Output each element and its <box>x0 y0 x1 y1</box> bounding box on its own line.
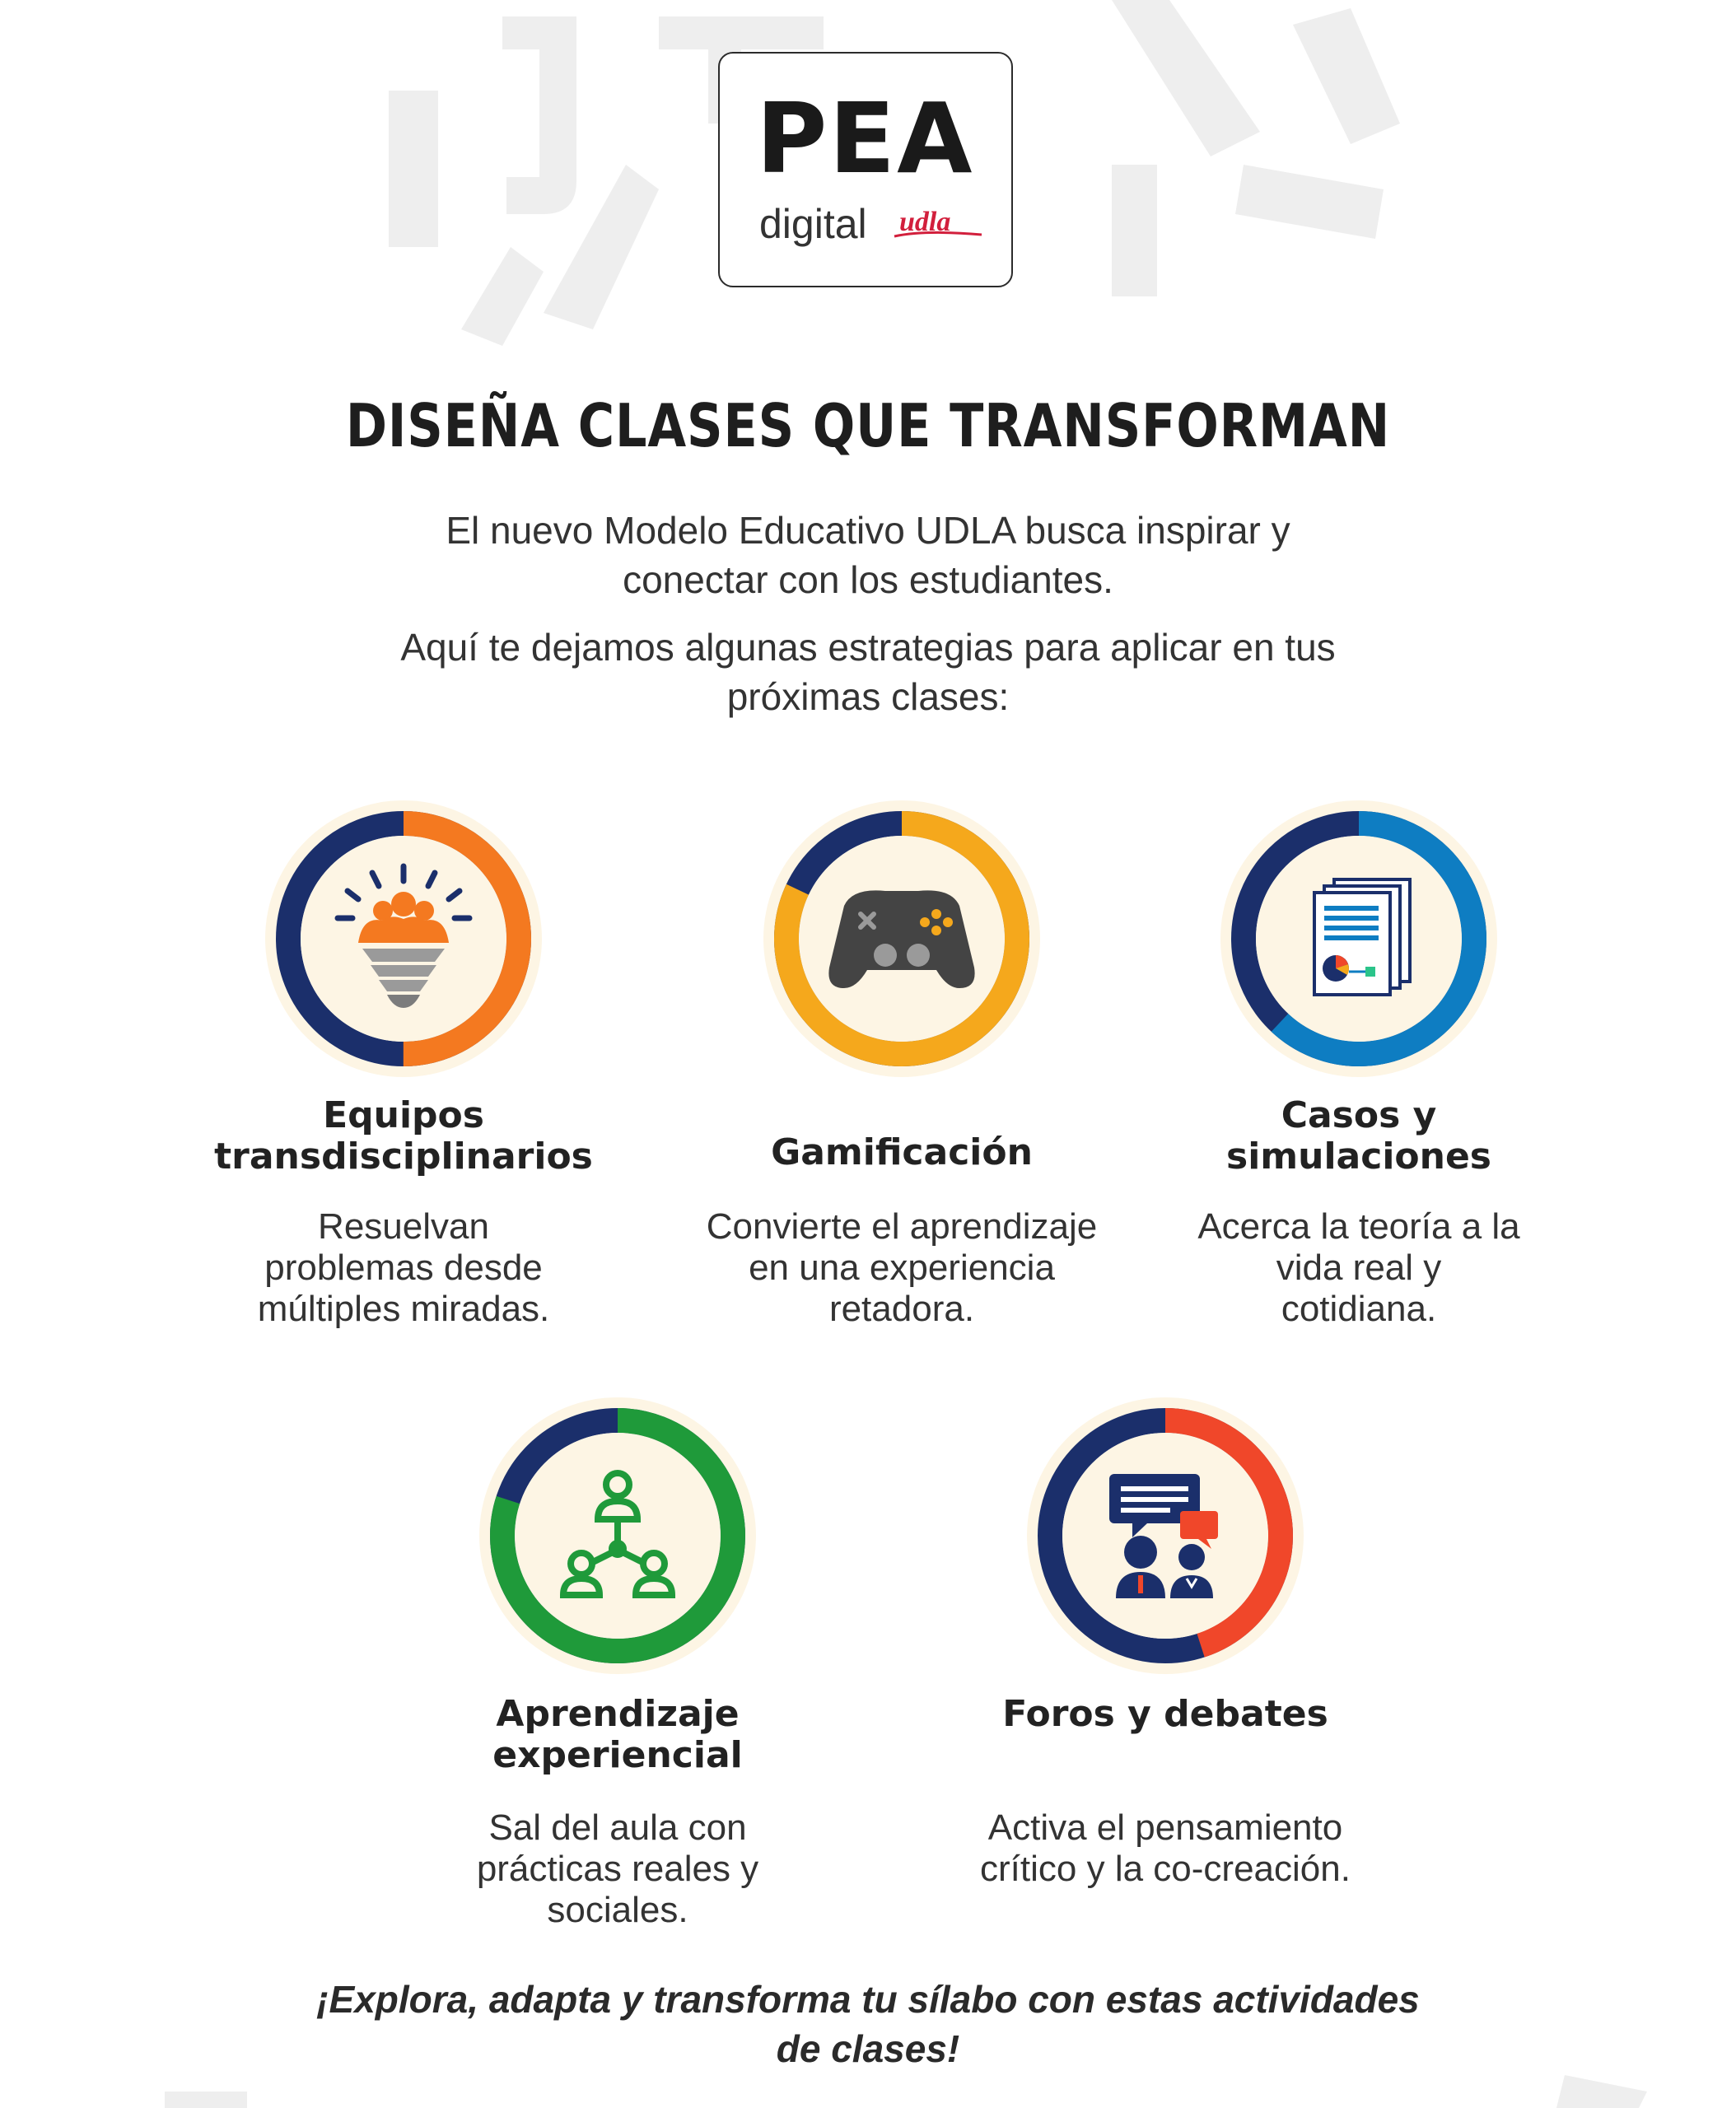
strategy-description: Acerca la teoría a la vida real y cotidiana. <box>1197 1206 1520 1329</box>
intro-paragraph-1: El nuevo Modelo Educativo UDLA busca inspirar y conectar con los estudiantes. <box>446 509 1290 601</box>
ring-inner <box>1062 1433 1268 1639</box>
strategy-title: Foros y debates <box>1002 1693 1328 1735</box>
gamificacion-ring <box>721 790 1083 1087</box>
logo-sub-text: digital <box>759 201 867 247</box>
strategy-card-foros <box>980 1387 1351 1898</box>
strategy-description: Activa el pensamiento crítico y la co-creación. <box>980 1807 1351 1889</box>
strategy-description: Resuelvan problemas desde múltiples miradas. <box>257 1206 550 1329</box>
strategy-card-aprendizaje <box>436 1387 799 1930</box>
udla-brand-text: udla <box>899 207 951 237</box>
strategy-description: Convierte el aprendizaje en una experiencia retadora. <box>706 1206 1098 1329</box>
foros-ring <box>984 1387 1346 1684</box>
pea-digital-logo <box>718 52 1013 287</box>
strategy-card-gamificacion <box>706 790 1098 1342</box>
page-title: DISEÑA CLASES QUE TRANSFORMAN <box>345 391 1391 460</box>
report-document-icon <box>1314 879 1410 995</box>
casos-ring <box>1178 790 1540 1087</box>
equipos-ring <box>222 790 585 1087</box>
strategy-title: Casos y simulaciones <box>1226 1094 1491 1178</box>
intro-paragraph-2: Aquí te dejamos algunas estrategias para aplicar en tus próximas clases: <box>400 626 1336 718</box>
strategy-card-casos <box>1178 790 1540 1342</box>
aprendizaje-ring <box>436 1387 799 1684</box>
strategy-description: Sal del aula con prácticas reales y sociales. <box>476 1807 759 1930</box>
logo-main-text: PEA <box>756 82 974 195</box>
udla-underline-icon <box>893 225 983 245</box>
strategy-title: Gamificación <box>771 1131 1033 1173</box>
footer-call-to-action: ¡Explora, adapta y transforma tu sílabo con estas actividades de clases! <box>316 1978 1420 2070</box>
strategy-card-equipos <box>214 790 593 1342</box>
strategy-title: Aprendizaje experiencial <box>492 1693 743 1776</box>
strategy-title: Equipos transdisciplinarios <box>214 1094 593 1178</box>
